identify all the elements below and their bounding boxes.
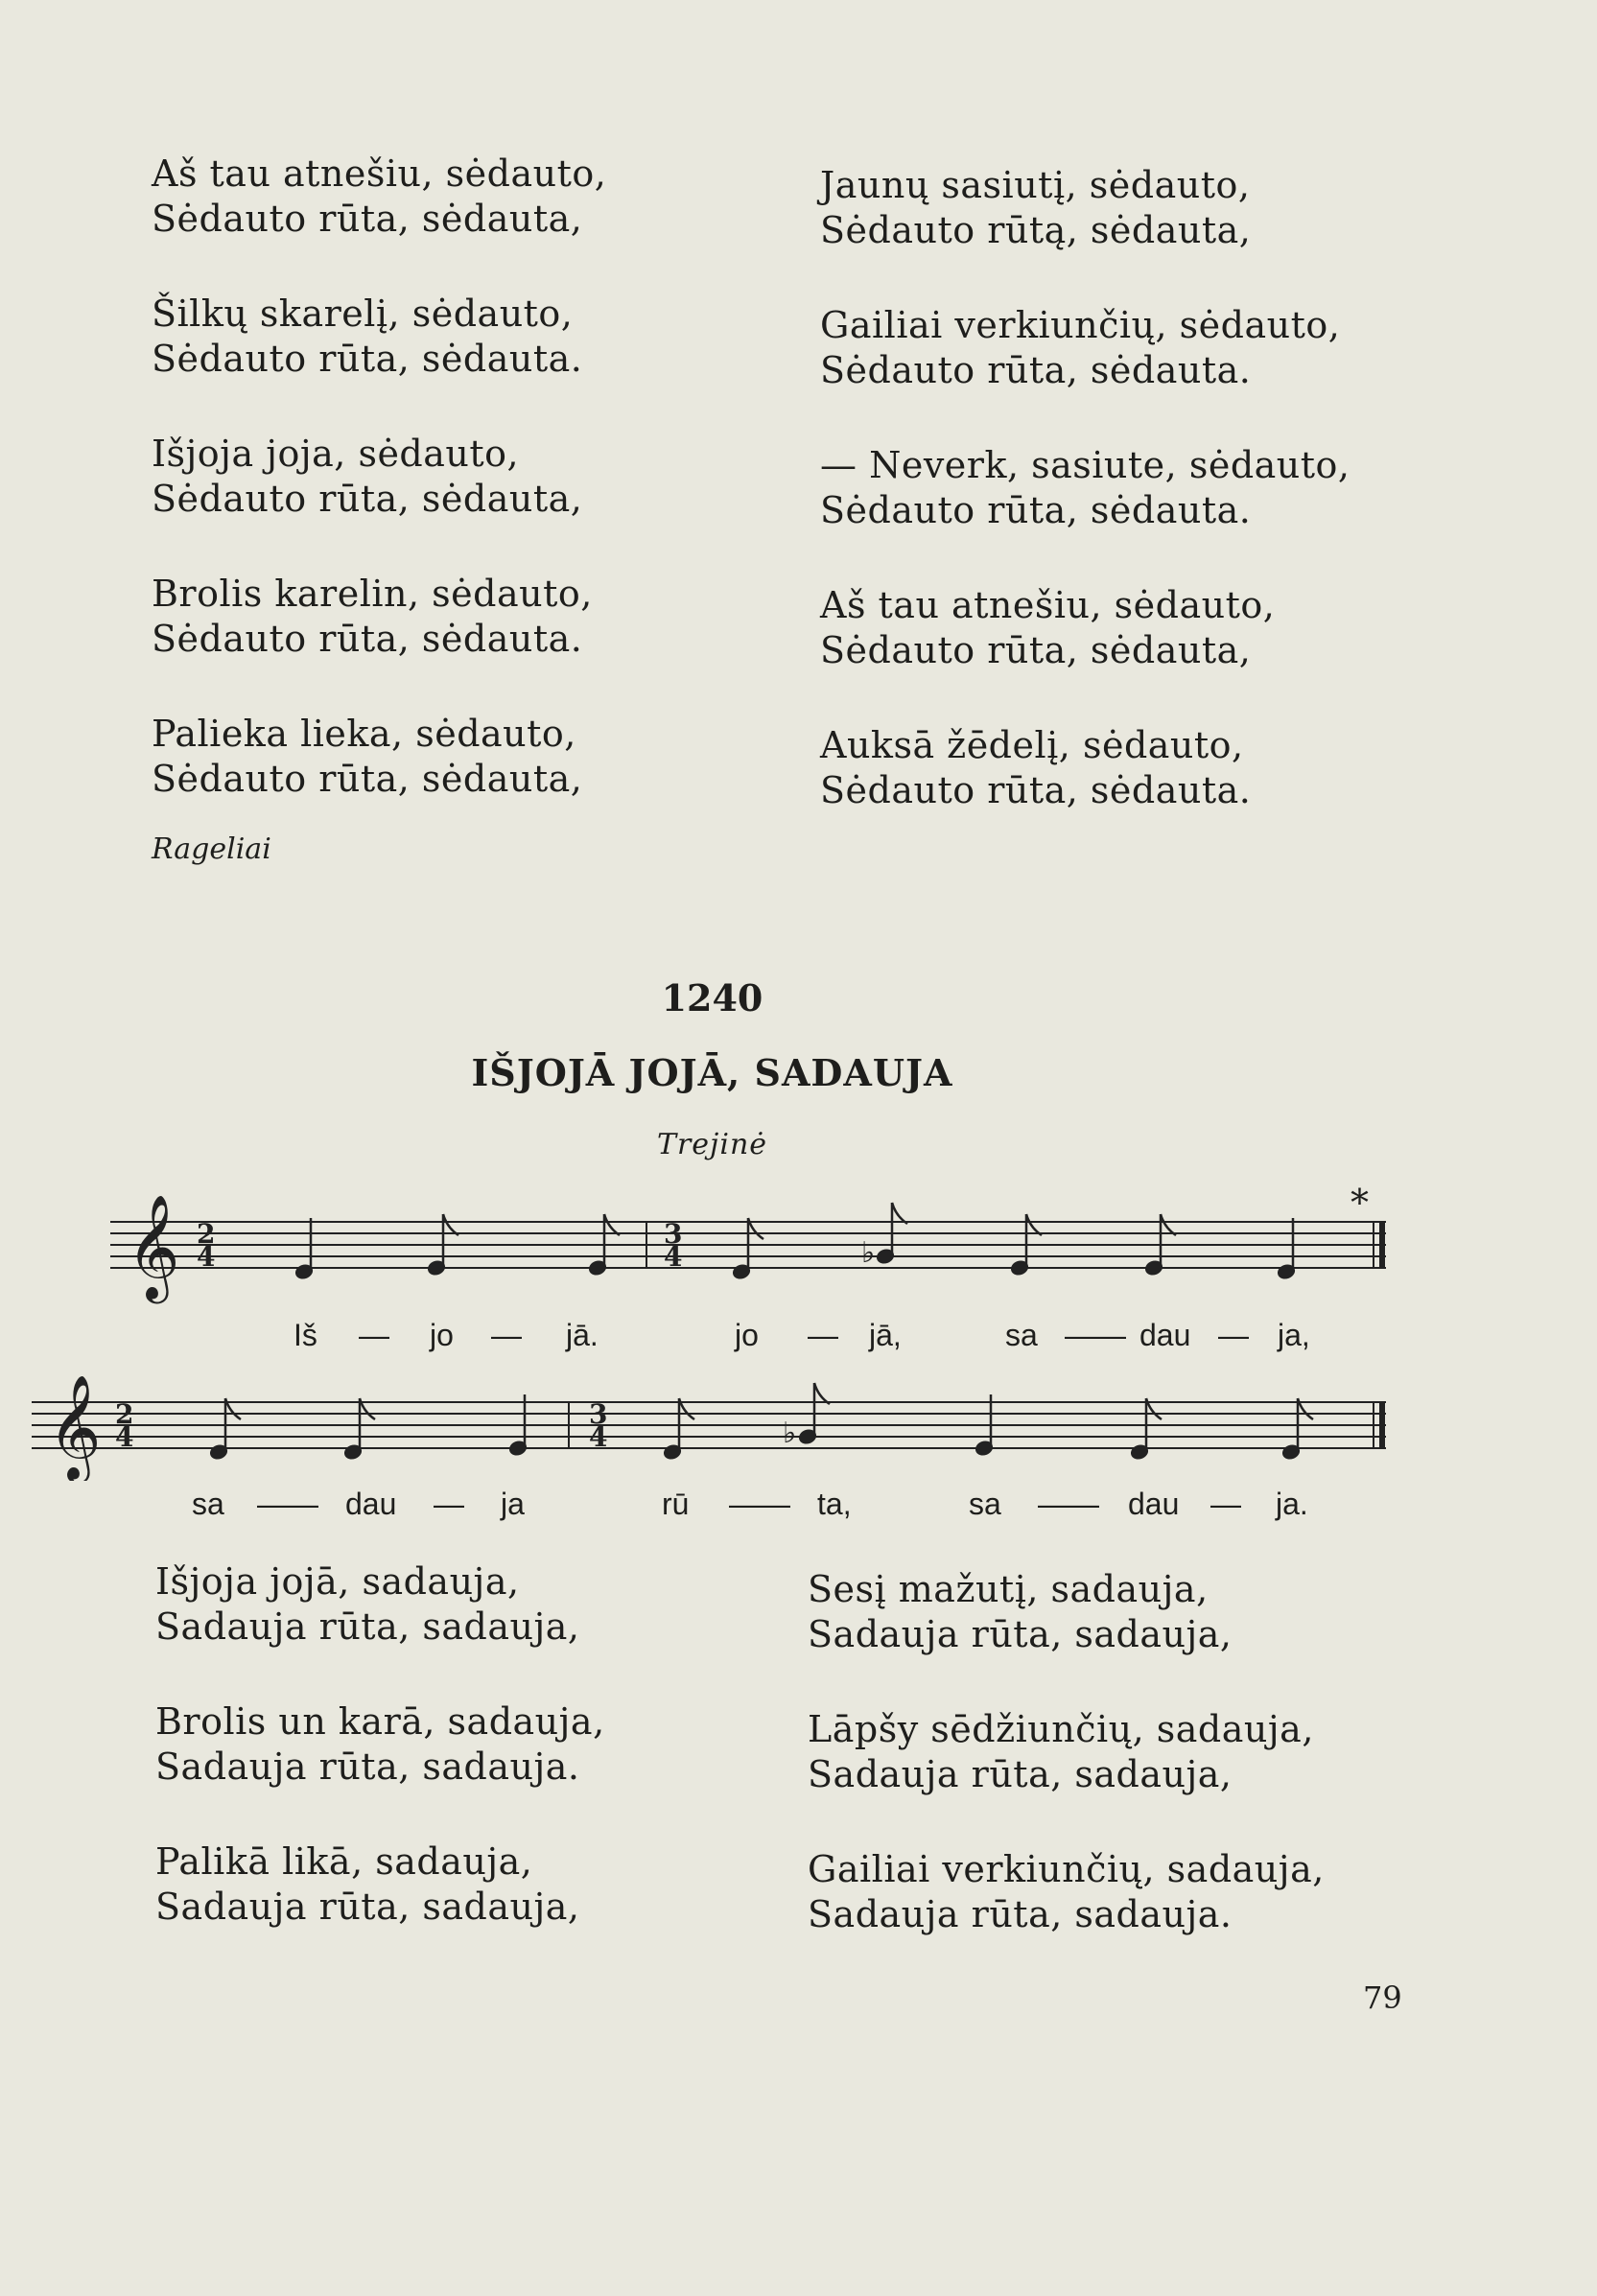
treble-clef-icon: 𝄞 xyxy=(127,1195,180,1300)
verse-line: Išjoja jojā, sadauja, xyxy=(155,1560,520,1603)
music-staff-1 xyxy=(106,1189,1396,1314)
stanza xyxy=(152,572,606,662)
time-signature-bottom: 4 xyxy=(115,1421,134,1453)
time-signature-top: 3 xyxy=(664,1218,683,1250)
lyric-syllable: ja. xyxy=(1276,1487,1308,1521)
verse-line: Sadauja rūta, sadauja, xyxy=(155,1605,580,1648)
stanza xyxy=(155,1559,605,1650)
final-bar-thick xyxy=(1379,1402,1385,1448)
verse-line: Sadauja rūta, sadauja. xyxy=(808,1893,1233,1935)
lyric-syllable: Iš xyxy=(294,1318,317,1352)
lyric-syllable: sa xyxy=(969,1487,1001,1521)
bottom-right-verses xyxy=(808,1567,1325,1987)
verse-line: Jaunų sasiutį, sėdauto, xyxy=(820,164,1251,206)
verse-line: Auksā žēdelį, sėdauto, xyxy=(820,724,1244,766)
treble-clef-icon: 𝄞 xyxy=(48,1375,102,1480)
lyric-syllable: ja xyxy=(501,1487,525,1521)
quarter-note xyxy=(294,1218,313,1279)
stanza xyxy=(808,1567,1325,1657)
lyric-syllable: jo xyxy=(430,1318,454,1352)
eighth-note xyxy=(1130,1398,1162,1460)
final-bar-thick xyxy=(1379,1222,1385,1268)
lyric-hyphen: — xyxy=(359,1318,389,1352)
time-signature-bottom: 4 xyxy=(664,1241,683,1273)
lyric-syllable: sa xyxy=(192,1487,224,1521)
asterisk-marker: * xyxy=(1350,1182,1369,1224)
verse-line: Palikā likā, sadauja, xyxy=(155,1840,533,1883)
verse-line: — Neverk, sasiute, sėdauto, xyxy=(820,444,1350,486)
verse-line: Brolis karelin, sėdauto, xyxy=(152,573,593,615)
lyric-syllable: dau xyxy=(1128,1487,1180,1521)
bottom-left-verses xyxy=(155,1559,605,1980)
time-signature-bottom: 4 xyxy=(589,1421,608,1453)
stanza xyxy=(152,292,606,382)
song-subtitle: Trejinė xyxy=(656,1128,768,1161)
music-staff-2 xyxy=(27,1356,1396,1481)
verse-line: Lāpšy sēdžiunčių, sadauja, xyxy=(808,1708,1314,1750)
stanza xyxy=(820,583,1350,673)
time-signature-top: 2 xyxy=(115,1398,134,1430)
lyric-hyphen: — xyxy=(1218,1318,1249,1352)
verse-line: Sėdauto rūta, sėdauta, xyxy=(152,198,583,240)
time-signature-top: 3 xyxy=(589,1398,608,1430)
page-number: 79 xyxy=(1363,1980,1402,2016)
stanza xyxy=(820,723,1350,813)
top-right-verses xyxy=(820,163,1350,863)
lyric-hyphen: — xyxy=(1210,1487,1241,1521)
lyric-syllable: jā, xyxy=(869,1318,902,1352)
verse-line: Išjoja joja, sėdauto, xyxy=(152,433,520,475)
lyric-syllable: ja, xyxy=(1278,1318,1310,1352)
stanza xyxy=(152,152,606,242)
verse-line: Sėdauto rūta, sėdauta. xyxy=(820,489,1252,531)
verse-line: Sėdauto rūta, sėdauta, xyxy=(820,629,1252,671)
stanza xyxy=(820,443,1350,533)
verse-line: Brolis un karā, sadauja, xyxy=(155,1700,605,1743)
verse-line: Sadauja rūta, sadauja, xyxy=(808,1613,1233,1655)
verse-line: Gailiai verkiunčių, sėdauto, xyxy=(820,304,1341,346)
lyric-hyphen: — xyxy=(491,1318,522,1352)
lyric-hyphen: —— xyxy=(1065,1318,1126,1352)
verse-line: Sėdauto rūta, sėdauta. xyxy=(820,349,1252,391)
lyric-syllable: dau xyxy=(345,1487,397,1521)
lyric-hyphen: —— xyxy=(257,1487,318,1521)
lyric-hyphen: —— xyxy=(729,1487,790,1521)
verse-line: Gailiai verkiunčių, sadauja, xyxy=(808,1848,1325,1890)
lyric-syllable: jā. xyxy=(566,1318,599,1352)
song-title: IŠJOJĀ JOJĀ, SADAUJA xyxy=(471,1051,953,1094)
verse-line: Šilkų skarelį, sėdauto, xyxy=(152,293,574,335)
verse-line: Palieka lieka, sėdauto, xyxy=(152,713,576,755)
stanza xyxy=(152,432,606,522)
time-signature-top: 2 xyxy=(197,1218,216,1250)
verse-line: Sėdauto rūta, sėdauta. xyxy=(152,618,583,660)
eighth-note xyxy=(209,1398,241,1460)
verse-line: Aš tau atnešiu, sėdauto, xyxy=(152,152,607,195)
lyric-hyphen: — xyxy=(434,1487,464,1521)
verse-line: Sėdauto rūtą, sėdauta, xyxy=(820,209,1252,251)
flat-icon: ♭ xyxy=(783,1417,797,1450)
source-village: Rageliai xyxy=(152,832,271,866)
verse-line: Sadauja rūta, sadauja. xyxy=(155,1745,580,1788)
stanza xyxy=(155,1839,605,1930)
verse-line: Sėdauto rūta, sėdauta, xyxy=(152,478,583,520)
eighth-note xyxy=(343,1398,375,1460)
quarter-note xyxy=(1277,1218,1295,1279)
lyric-syllable: jo xyxy=(735,1318,759,1352)
verse-line: Sėdauto rūta, sėdauta, xyxy=(152,758,583,800)
flat-icon: ♭ xyxy=(861,1236,876,1270)
verse-line: Sesį mažutį, sadauja, xyxy=(808,1568,1209,1610)
stanza xyxy=(152,712,606,802)
verse-line: Sėdauto rūta, sėdauta. xyxy=(820,769,1252,811)
lyric-syllable: rū xyxy=(662,1487,690,1521)
verse-line: Aš tau atnešiu, sėdauto, xyxy=(820,584,1276,626)
eighth-note xyxy=(732,1218,763,1279)
verse-line: Sėdauto rūta, sėdauta. xyxy=(152,338,583,380)
lyric-syllable: ta, xyxy=(817,1487,852,1521)
stanza xyxy=(808,1847,1325,1937)
lyric-syllable: sa xyxy=(1005,1318,1038,1352)
lyric-hyphen: — xyxy=(808,1318,838,1352)
top-left-verses xyxy=(152,152,606,867)
verse-line: Sadauja rūta, sadauja, xyxy=(155,1886,580,1928)
verse-line: Sadauja rūta, sadauja, xyxy=(808,1753,1233,1795)
stanza xyxy=(155,1699,605,1790)
lyric-syllable: dau xyxy=(1139,1318,1191,1352)
song-number: 1240 xyxy=(661,976,763,1019)
eighth-note xyxy=(663,1398,694,1460)
lyric-hyphen: —— xyxy=(1038,1487,1099,1521)
stanza xyxy=(808,1707,1325,1797)
time-signature-bottom: 4 xyxy=(197,1241,216,1273)
stanza xyxy=(820,303,1350,393)
eighth-note xyxy=(1281,1398,1313,1460)
stanza xyxy=(820,163,1350,253)
